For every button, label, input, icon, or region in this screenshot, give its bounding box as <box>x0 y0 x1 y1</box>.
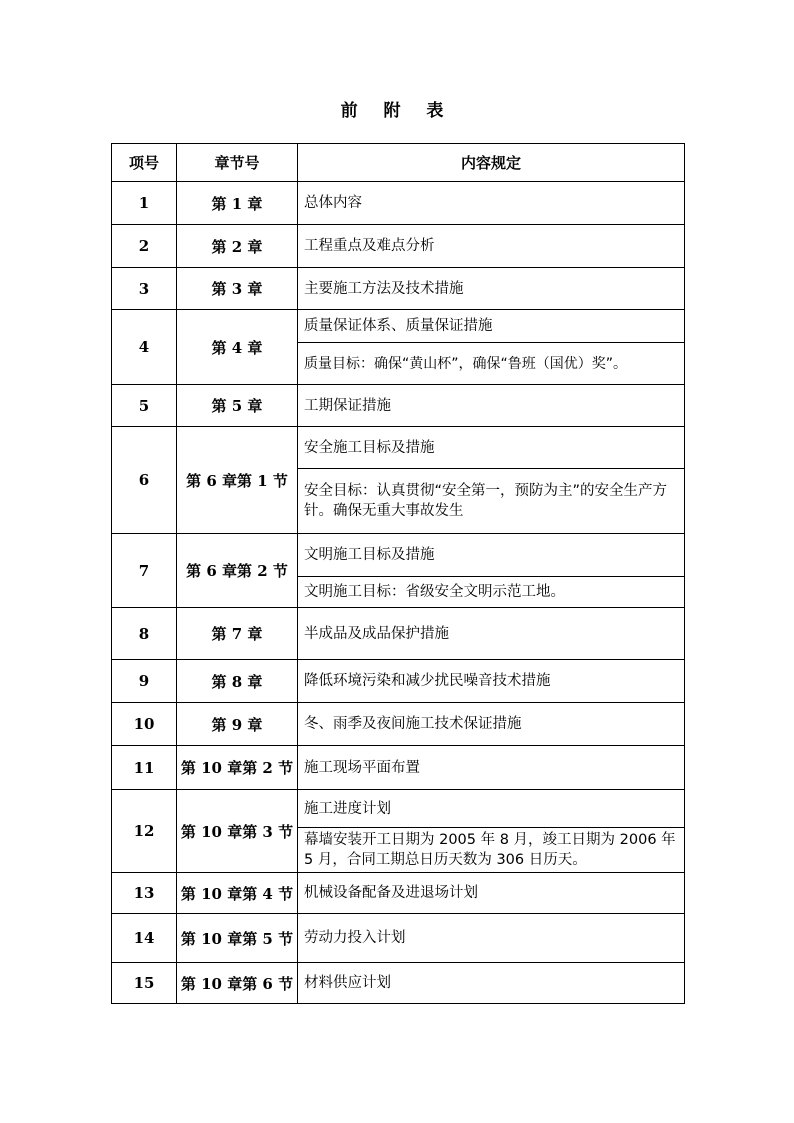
row-content-detail: 幕墙安装开工日期为 2005 年 8 月，竣工日期为 2006 年 5 月，合同工期总日历天数为 306 日历天。 <box>298 828 685 873</box>
row-no: 13 <box>112 873 177 914</box>
row-chapter: 第 10 章第 3 节 <box>177 790 298 873</box>
row-no: 4 <box>112 310 177 385</box>
row-content-detail: 安全目标：认真贯彻“安全第一，预防为主”的安全生产方针。确保无重大事故发生 <box>298 469 685 534</box>
row-chapter: 第 10 章第 6 节 <box>177 963 298 1004</box>
row-chapter: 第 10 章第 4 节 <box>177 873 298 914</box>
row-content: 施工进度计划 <box>298 790 685 828</box>
row-no: 3 <box>112 268 177 310</box>
row-no: 15 <box>112 963 177 1004</box>
row-no: 2 <box>112 225 177 268</box>
row-content: 质量保证体系、质量保证措施 <box>298 310 685 343</box>
table-row <box>112 660 685 703</box>
row-chapter: 第 2 章 <box>177 225 298 268</box>
row-content: 主要施工方法及技术措施 <box>298 268 685 310</box>
row-no: 9 <box>112 660 177 703</box>
row-chapter: 第 6 章第 2 节 <box>177 534 298 608</box>
row-no: 14 <box>112 914 177 963</box>
row-no: 8 <box>112 608 177 660</box>
row-chapter: 第 8 章 <box>177 660 298 703</box>
row-chapter: 第 7 章 <box>177 608 298 660</box>
row-no: 6 <box>112 427 177 534</box>
row-content: 工期保证措施 <box>298 385 685 427</box>
appendix-table <box>111 143 685 1004</box>
table-row <box>112 534 685 577</box>
row-no: 10 <box>112 703 177 746</box>
row-chapter: 第 3 章 <box>177 268 298 310</box>
row-no: 5 <box>112 385 177 427</box>
row-no: 7 <box>112 534 177 608</box>
row-content: 材料供应计划 <box>298 963 685 1004</box>
row-chapter: 第 9 章 <box>177 703 298 746</box>
row-chapter: 第 10 章第 5 节 <box>177 914 298 963</box>
row-chapter: 第 5 章 <box>177 385 298 427</box>
row-chapter: 第 1 章 <box>177 182 298 225</box>
header-no: 项号 <box>112 144 177 182</box>
table-row <box>112 385 685 427</box>
row-chapter: 第 10 章第 2 节 <box>177 746 298 790</box>
row-content: 工程重点及难点分析 <box>298 225 685 268</box>
row-content: 安全施工目标及措施 <box>298 427 685 469</box>
table-row <box>112 746 685 790</box>
row-content: 总体内容 <box>298 182 685 225</box>
table-header-row <box>112 144 685 182</box>
row-content: 冬、雨季及夜间施工技术保证措施 <box>298 703 685 746</box>
table-row <box>112 963 685 1004</box>
table-row <box>112 427 685 469</box>
row-no: 1 <box>112 182 177 225</box>
row-content-detail: 质量目标：确保“黄山杯”，确保“鲁班（国优）奖”。 <box>298 343 685 385</box>
table-row <box>112 608 685 660</box>
row-content: 文明施工目标及措施 <box>298 534 685 577</box>
row-content: 降低环境污染和减少扰民噪音技术措施 <box>298 660 685 703</box>
header-chapter: 章节号 <box>177 144 298 182</box>
table-row <box>112 703 685 746</box>
table-row <box>112 914 685 963</box>
table-row <box>112 268 685 310</box>
row-no: 12 <box>112 790 177 873</box>
row-content: 机械设备配备及进退场计划 <box>298 873 685 914</box>
table-row <box>112 310 685 343</box>
row-chapter: 第 6 章第 1 节 <box>177 427 298 534</box>
row-content-detail: 文明施工目标：省级安全文明示范工地。 <box>298 577 685 608</box>
table-row <box>112 790 685 828</box>
header-content: 内容规定 <box>298 144 685 182</box>
table-row <box>112 225 685 268</box>
row-content: 施工现场平面布置 <box>298 746 685 790</box>
row-chapter: 第 4 章 <box>177 310 298 385</box>
row-content: 半成品及成品保护措施 <box>298 608 685 660</box>
page-title: 前 附 表 <box>340 101 454 121</box>
table-row <box>112 182 685 225</box>
row-no: 11 <box>112 746 177 790</box>
row-content: 劳动力投入计划 <box>298 914 685 963</box>
table-row <box>112 873 685 914</box>
